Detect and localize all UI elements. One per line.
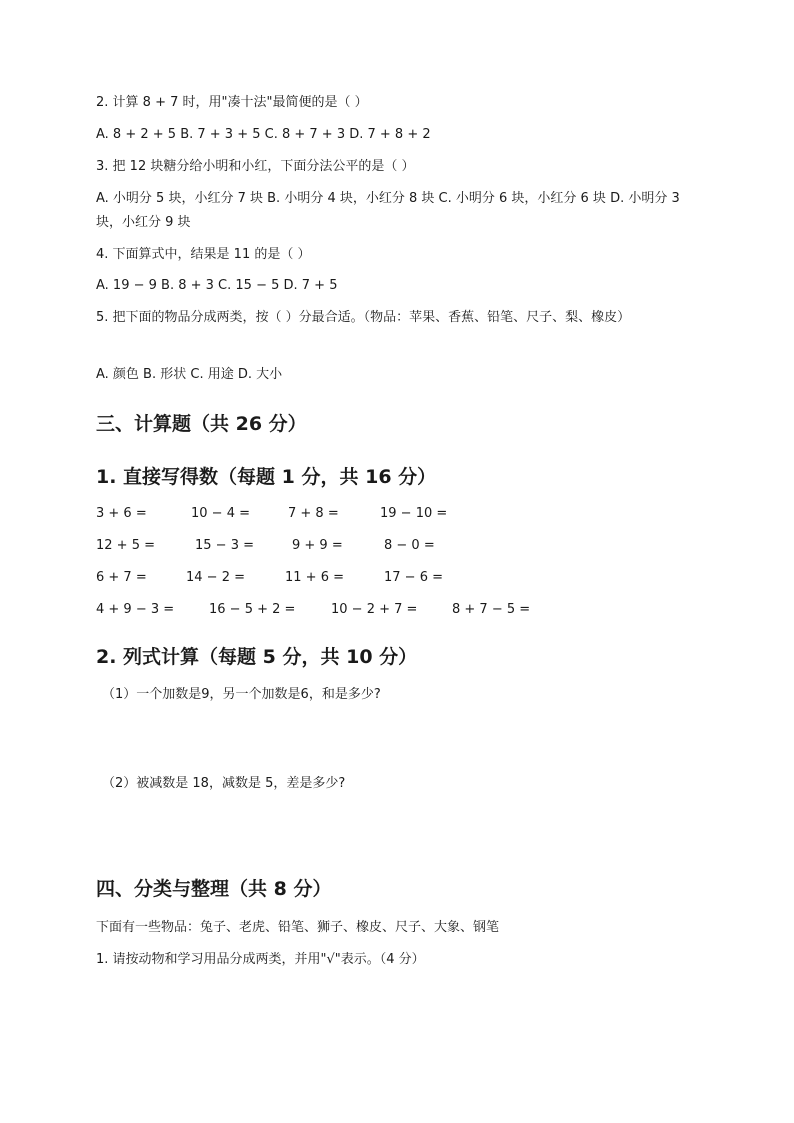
section-3-title: 三、计算题（共 26 分）: [96, 413, 307, 435]
section-4-intro: 下面有一些物品：兔子、老虎、铅笔、狮子、橡皮、尺子、大象、钢笔: [96, 920, 500, 935]
calc-item: 4 + 9 − 3 =: [96, 602, 175, 617]
question-3: 3. 把 12 块糖分给小明和小红，下面分法公平的是（ ）: [96, 159, 415, 174]
word-problem-1: （1）一个加数是9，另一个加数是6，和是多少?: [102, 687, 381, 702]
section-4-question-1: 1. 请按动物和学习用品分成两类，并用"√"表示。（4 分）: [96, 952, 425, 967]
calc-item: 6 + 7 =: [96, 570, 147, 585]
calc-item: 17 − 6 =: [384, 570, 443, 585]
calc-item: 3 + 6 =: [96, 506, 147, 521]
calc-item: 10 − 2 + 7 =: [331, 602, 418, 617]
question-4-options: A. 19 − 9 B. 8 + 3 C. 15 − 5 D. 7 + 5: [96, 278, 338, 293]
calc-item: 11 + 6 =: [285, 570, 344, 585]
question-3-options: A. 小明分 5 块，小红分 7 块 B. 小明分 4 块，小红分 8 块 C. 小明分 6 块，小红分 6 块 D. 小明分 3 块，小红分 9 块: [96, 191, 680, 230]
section-3-part-1-title: 1. 直接写得数（每题 1 分，共 16 分）: [96, 466, 437, 488]
section-4-title: 四、分类与整理（共 8 分）: [96, 878, 332, 900]
question-5: 5. 把下面的物品分成两类，按（ ）分最合适。（物品：苹果、香蕉、铅笔、尺子、梨、橡皮）: [96, 310, 631, 325]
word-problem-2: （2）被减数是 18，减数是 5，差是多少?: [102, 776, 346, 791]
calc-item: 8 + 7 − 5 =: [452, 602, 531, 617]
question-4: 4. 下面算式中，结果是 11 的是（ ）: [96, 247, 311, 262]
question-5-options: A. 颜色 B. 形状 C. 用途 D. 大小: [96, 367, 283, 382]
calc-item: 19 − 10 =: [380, 506, 448, 521]
calc-item: 14 − 2 =: [186, 570, 245, 585]
question-2: 2. 计算 8 + 7 时，用"凑十法"最简便的是（ ）: [96, 95, 368, 110]
section-3-part-2-title: 2. 列式计算（每题 5 分，共 10 分）: [96, 646, 418, 668]
calc-item: 12 + 5 =: [96, 538, 155, 553]
calc-item: 8 − 0 =: [384, 538, 435, 553]
calc-item: 9 + 9 =: [292, 538, 343, 553]
question-2-options: A. 8 + 2 + 5 B. 7 + 3 + 5 C. 8 + 7 + 3 D. 7 + 8 + 2: [96, 127, 431, 142]
calc-item: 10 − 4 =: [191, 506, 250, 521]
calc-item: 7 + 8 =: [288, 506, 339, 521]
calc-item: 15 − 3 =: [195, 538, 254, 553]
calc-item: 16 − 5 + 2 =: [209, 602, 296, 617]
